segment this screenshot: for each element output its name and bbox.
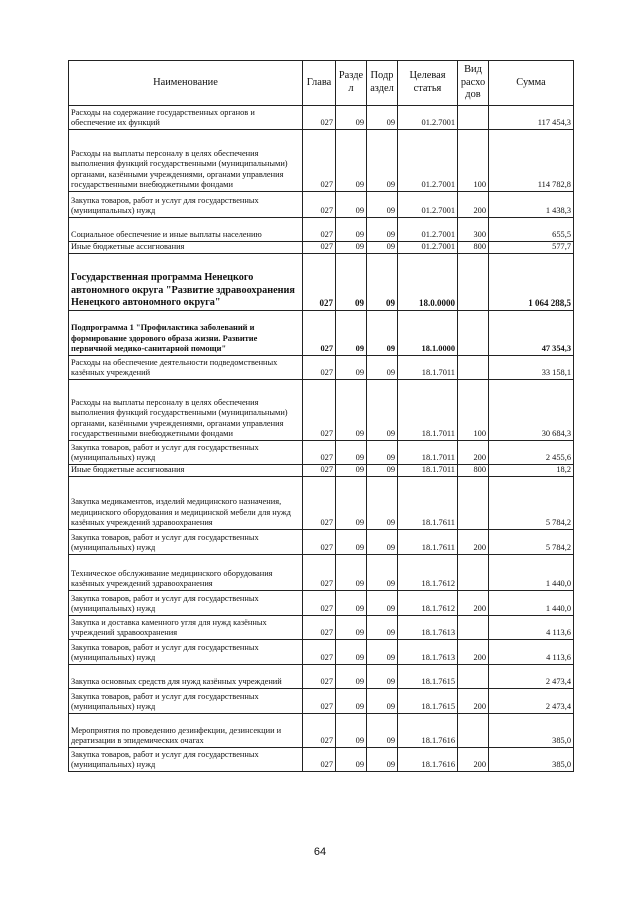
table-row — [69, 218, 574, 242]
cell-name: Закупка основных средств для нужд казённых учреждений — [69, 665, 303, 689]
cell-podrazdel: 09 — [367, 665, 398, 689]
cell-podrazdel: 09 — [367, 192, 398, 218]
cell-razdel: 09 — [336, 130, 367, 192]
cell-vid: 800 — [458, 465, 489, 477]
cell-razdel: 09 — [336, 311, 367, 356]
cell-name: Закупка товаров, работ и услуг для государственных (муниципальных) нужд — [69, 591, 303, 616]
cell-glava: 027 — [303, 106, 336, 130]
cell-vid — [458, 477, 489, 530]
cell-vid: 200 — [458, 591, 489, 616]
cell-name: Закупка медикаментов, изделий медицинского назначения, медицинского оборудования и медицинской мебели для нужд казённых учреждений здравоохранения — [69, 477, 303, 530]
cell-razdel: 09 — [336, 591, 367, 616]
cell-statya: 18.1.7011 — [398, 441, 458, 465]
cell-summa: 4 113,6 — [489, 616, 574, 640]
cell-podrazdel: 09 — [367, 555, 398, 591]
cell-glava: 027 — [303, 640, 336, 665]
cell-glava: 027 — [303, 192, 336, 218]
table-row — [69, 130, 574, 192]
cell-name: Закупка товаров, работ и услуг для государственных (муниципальных) нужд — [69, 689, 303, 714]
table-row — [69, 242, 574, 254]
table-row — [69, 441, 574, 465]
cell-vid: 800 — [458, 242, 489, 254]
cell-statya: 18.1.7011 — [398, 380, 458, 441]
cell-statya: 18.1.7615 — [398, 665, 458, 689]
cell-statya: 01.2.7001 — [398, 242, 458, 254]
header-podrazdel: Подр аздел — [367, 61, 398, 106]
cell-summa: 114 782,8 — [489, 130, 574, 192]
cell-razdel: 09 — [336, 477, 367, 530]
cell-summa: 33 158,1 — [489, 356, 574, 380]
cell-statya: 18.1.7612 — [398, 555, 458, 591]
cell-glava: 027 — [303, 616, 336, 640]
cell-podrazdel: 09 — [367, 218, 398, 242]
cell-summa: 385,0 — [489, 748, 574, 772]
cell-statya: 01.2.7001 — [398, 192, 458, 218]
cell-name: Расходы на содержание государственных органов и обеспечение их функций — [69, 106, 303, 130]
cell-summa: 577,7 — [489, 242, 574, 254]
cell-name: Мероприятия по проведению дезинфекции, дезинсекции и дератизации в эпидемических очагах — [69, 714, 303, 748]
page-number: 64 — [313, 846, 327, 858]
cell-glava: 027 — [303, 714, 336, 748]
table-row — [69, 356, 574, 380]
cell-podrazdel: 09 — [367, 714, 398, 748]
cell-podrazdel: 09 — [367, 748, 398, 772]
header-statya: Целевая статья — [398, 61, 458, 106]
cell-vid: 200 — [458, 640, 489, 665]
cell-summa: 4 113,6 — [489, 640, 574, 665]
cell-summa: 2 473,4 — [489, 665, 574, 689]
cell-name: Закупка товаров, работ и услуг для государственных (муниципальных) нужд — [69, 748, 303, 772]
cell-razdel: 09 — [336, 192, 367, 218]
cell-summa: 2 473,4 — [489, 689, 574, 714]
cell-glava: 027 — [303, 530, 336, 555]
cell-name: Подпрограмма 1 "Профилактика заболеваний и формирование здорового образа жизни. Развитие первичной медико-санитарной помощи" — [69, 311, 303, 356]
table-row — [69, 465, 574, 477]
cell-podrazdel: 09 — [367, 380, 398, 441]
cell-glava: 027 — [303, 356, 336, 380]
table-row — [69, 311, 574, 356]
cell-razdel: 09 — [336, 441, 367, 465]
table-row — [69, 192, 574, 218]
cell-summa: 385,0 — [489, 714, 574, 748]
cell-name: Закупка товаров, работ и услуг для государственных (муниципальных) нужд — [69, 441, 303, 465]
cell-vid — [458, 714, 489, 748]
cell-summa: 30 684,3 — [489, 380, 574, 441]
cell-podrazdel: 09 — [367, 242, 398, 254]
cell-statya: 01.2.7001 — [398, 130, 458, 192]
cell-name: Государственная программа Ненецкого автономного округа "Развитие здравоохранения Ненецкого автономного округа" — [69, 254, 303, 311]
table-row — [69, 380, 574, 441]
cell-name: Иные бюджетные ассигнования — [69, 242, 303, 254]
cell-statya: 18.1.7616 — [398, 714, 458, 748]
cell-name: Расходы на выплаты персоналу в целях обеспечения выполнения функций государственными (муниципальными) органами, казёнными учреждениями, органами управления государственными внебюджетными фондами — [69, 130, 303, 192]
cell-glava: 027 — [303, 689, 336, 714]
document-page — [68, 60, 573, 772]
cell-statya: 18.1.7611 — [398, 530, 458, 555]
cell-summa: 1 438,3 — [489, 192, 574, 218]
cell-razdel: 09 — [336, 380, 367, 441]
table-row — [69, 477, 574, 530]
cell-razdel: 09 — [336, 748, 367, 772]
cell-summa: 117 454,3 — [489, 106, 574, 130]
cell-statya: 18.1.7011 — [398, 356, 458, 380]
cell-vid — [458, 311, 489, 356]
cell-name: Закупка и доставка каменного угля для нужд казённых учреждений здравоохранения — [69, 616, 303, 640]
cell-razdel: 09 — [336, 714, 367, 748]
header-razdel: Разде л — [336, 61, 367, 106]
cell-podrazdel: 09 — [367, 689, 398, 714]
cell-vid — [458, 665, 489, 689]
cell-statya: 18.1.7616 — [398, 748, 458, 772]
cell-vid: 200 — [458, 530, 489, 555]
cell-glava: 027 — [303, 441, 336, 465]
cell-vid — [458, 254, 489, 311]
cell-glava: 027 — [303, 130, 336, 192]
table-row — [69, 665, 574, 689]
table-row — [69, 254, 574, 311]
cell-statya: 18.1.7615 — [398, 689, 458, 714]
cell-glava: 027 — [303, 242, 336, 254]
cell-summa: 2 455,6 — [489, 441, 574, 465]
cell-statya: 01.2.7001 — [398, 106, 458, 130]
cell-statya: 18.1.7613 — [398, 616, 458, 640]
cell-summa: 1 064 288,5 — [489, 254, 574, 311]
cell-podrazdel: 09 — [367, 311, 398, 356]
cell-razdel: 09 — [336, 530, 367, 555]
cell-glava: 027 — [303, 311, 336, 356]
header-summa: Сумма — [489, 61, 574, 106]
cell-podrazdel: 09 — [367, 465, 398, 477]
header-vid: Вид расхо дов — [458, 61, 489, 106]
cell-statya: 18.0.0000 — [398, 254, 458, 311]
cell-razdel: 09 — [336, 465, 367, 477]
cell-razdel: 09 — [336, 254, 367, 311]
cell-statya: 18.1.0000 — [398, 311, 458, 356]
cell-name: Закупка товаров, работ и услуг для государственных (муниципальных) нужд — [69, 192, 303, 218]
cell-podrazdel: 09 — [367, 530, 398, 555]
cell-glava: 027 — [303, 254, 336, 311]
cell-summa: 18,2 — [489, 465, 574, 477]
cell-glava: 027 — [303, 555, 336, 591]
table-row — [69, 616, 574, 640]
cell-statya: 01.2.7001 — [398, 218, 458, 242]
cell-razdel: 09 — [336, 640, 367, 665]
table-row — [69, 714, 574, 748]
cell-podrazdel: 09 — [367, 130, 398, 192]
cell-glava: 027 — [303, 665, 336, 689]
cell-statya: 18.1.7612 — [398, 591, 458, 616]
cell-vid: 100 — [458, 130, 489, 192]
budget-table — [68, 60, 574, 772]
cell-podrazdel: 09 — [367, 441, 398, 465]
cell-vid — [458, 106, 489, 130]
cell-glava: 027 — [303, 477, 336, 530]
cell-vid: 200 — [458, 441, 489, 465]
cell-name: Закупка товаров, работ и услуг для государственных (муниципальных) нужд — [69, 530, 303, 555]
cell-podrazdel: 09 — [367, 254, 398, 311]
cell-razdel: 09 — [336, 689, 367, 714]
cell-vid: 200 — [458, 689, 489, 714]
table-header-row — [69, 61, 574, 106]
cell-vid: 200 — [458, 748, 489, 772]
cell-podrazdel: 09 — [367, 106, 398, 130]
cell-summa: 5 784,2 — [489, 530, 574, 555]
cell-glava: 027 — [303, 465, 336, 477]
cell-vid — [458, 555, 489, 591]
cell-statya: 18.1.7011 — [398, 465, 458, 477]
cell-razdel: 09 — [336, 616, 367, 640]
cell-razdel: 09 — [336, 555, 367, 591]
cell-name: Социальное обеспечение и иные выплаты населению — [69, 218, 303, 242]
cell-razdel: 09 — [336, 356, 367, 380]
cell-glava: 027 — [303, 218, 336, 242]
cell-podrazdel: 09 — [367, 477, 398, 530]
header-glava: Глава — [303, 61, 336, 106]
cell-podrazdel: 09 — [367, 616, 398, 640]
cell-vid: 100 — [458, 380, 489, 441]
cell-razdel: 09 — [336, 665, 367, 689]
cell-razdel: 09 — [336, 242, 367, 254]
table-row — [69, 555, 574, 591]
cell-name: Техническое обслуживание медицинского оборудования казённых учреждений здравоохранения — [69, 555, 303, 591]
cell-vid — [458, 616, 489, 640]
cell-name: Расходы на выплаты персоналу в целях обеспечения выполнения функций государственными (муниципальными) органами, казёнными учреждениями, органами управления государственными внебюджетными фондами — [69, 380, 303, 441]
table-row — [69, 106, 574, 130]
table-row — [69, 530, 574, 555]
cell-summa: 47 354,3 — [489, 311, 574, 356]
cell-razdel: 09 — [336, 218, 367, 242]
cell-statya: 18.1.7613 — [398, 640, 458, 665]
cell-vid — [458, 356, 489, 380]
cell-podrazdel: 09 — [367, 640, 398, 665]
cell-glava: 027 — [303, 591, 336, 616]
cell-vid: 300 — [458, 218, 489, 242]
cell-podrazdel: 09 — [367, 356, 398, 380]
cell-name: Закупка товаров, работ и услуг для государственных (муниципальных) нужд — [69, 640, 303, 665]
cell-summa: 655,5 — [489, 218, 574, 242]
cell-statya: 18.1.7611 — [398, 477, 458, 530]
cell-glava: 027 — [303, 380, 336, 441]
table-row — [69, 748, 574, 772]
cell-vid: 200 — [458, 192, 489, 218]
cell-glava: 027 — [303, 748, 336, 772]
cell-name: Иные бюджетные ассигнования — [69, 465, 303, 477]
cell-podrazdel: 09 — [367, 591, 398, 616]
cell-summa: 1 440,0 — [489, 555, 574, 591]
cell-summa: 5 784,2 — [489, 477, 574, 530]
header-name: Наименование — [69, 61, 303, 106]
table-row — [69, 689, 574, 714]
table-row — [69, 591, 574, 616]
cell-name: Расходы на обеспечение деятельности подведомственных казённых учреждений — [69, 356, 303, 380]
cell-razdel: 09 — [336, 106, 367, 130]
table-row — [69, 640, 574, 665]
cell-summa: 1 440,0 — [489, 591, 574, 616]
